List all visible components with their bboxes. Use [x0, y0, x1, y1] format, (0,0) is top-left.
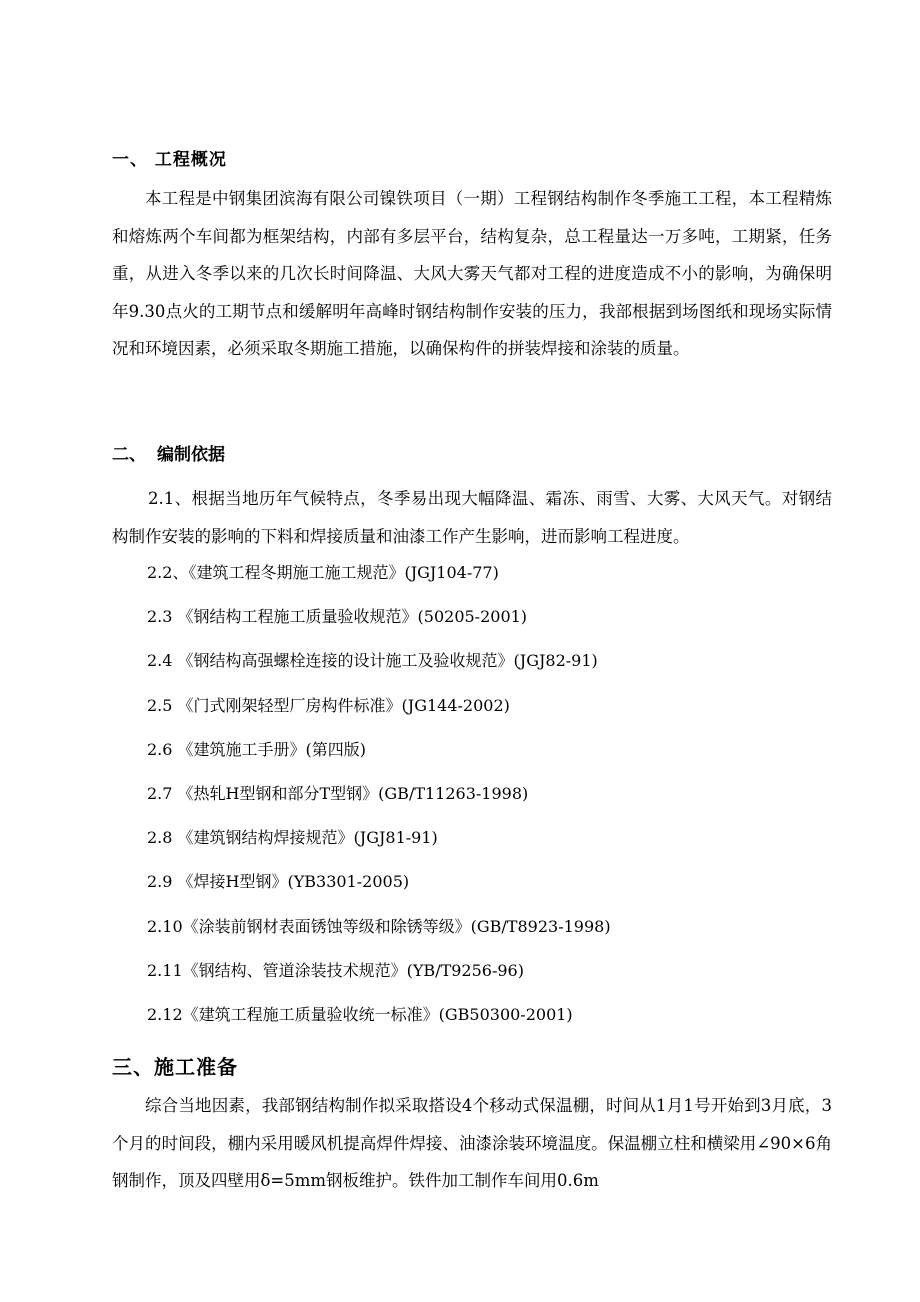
section-1-body: 本工程是中钢集团滨海有限公司镍铁项目（一期）工程钢结构制作冬季施工工程，本工程精炼和熔炼两个车间都为框架结构，内部有多层平台，结构复杂，总工程量达一万多吨，工期紧，任务重，从进入冬季以来的几次长时间降温、大风大雾天气都对工程的进度造成不小的影响，为确保明年9.30点火的工期节点和缓解明年高峰时钢结构制作安装的压力，我部根据到场图纸和现场实际情况和环境因素，必须采取冬期施工措施，以确保构件的拼装焊接和涂装的质量。: [112, 189, 832, 358]
section-3-heading: 三、施工准备: [112, 1055, 238, 1079]
reference-item: 2.8 《建筑钢结构焊接规范》(JGJ81-91): [147, 828, 438, 848]
section-3-body: 综合当地因素，我部钢结构制作拟采取搭设4个移动式保温棚，时间从1月1号开始到3月底，3个月的时间段，棚内采用暖风机提高焊件焊接、油漆涂装环境温度。保温棚立柱和横梁用∠90×6角钢制作，顶及四壁用δ=5mm钢板维护。铁件加工制作车间用0.6m: [112, 1096, 832, 1190]
reference-item: 2.10《涂装前钢材表面锈蚀等级和除锈等级》(GB/T8923-1998): [147, 916, 611, 936]
section-2-heading-title: 编制依据: [157, 445, 225, 465]
reference-item: 2.7 《热轧H型钢和部分T型钢》(GB/T11263-1998): [147, 783, 529, 803]
section-2-heading-number: 二、: [112, 445, 146, 465]
reference-item: 2.5 《门式刚架轻型厂房构件标准》(JG144-2002): [147, 695, 510, 715]
reference-item: 2.12《建筑工程施工质量验收统一标准》(GB50300-2001): [147, 1004, 573, 1024]
reference-item: 2.4 《钢结构高强螺栓连接的设计施工及验收规范》(JGJ82-91): [147, 651, 598, 671]
reference-item: 2.11《钢结构、管道涂装技术规范》(YB/T9256-96): [147, 960, 524, 980]
reference-item: 2.6 《建筑施工手册》(第四版): [147, 739, 367, 759]
reference-item: 2.9 《焊接H型钢》(YB3301-2005): [147, 872, 410, 892]
reference-item: 2.2、《建筑工程冬期施工施工规范》(JGJ104-77): [147, 563, 499, 582]
section-1-heading: 一、 工程概况: [112, 150, 227, 170]
reference-item: 2.3 《钢结构工程施工质量验收规范》(50205-2001): [147, 607, 528, 627]
reference-list: [147, 562, 847, 1048]
section-2-heading: [112, 443, 225, 467]
section-2-intro: 2.1、根据当地历年气候特点，冬季易出现大幅降温、霜冻、雨雪、大雾、大风天气。对钢结构制作安装的影响的下料和焊接质量和油漆工作产生影响，进而影响工程进度。: [112, 489, 832, 546]
